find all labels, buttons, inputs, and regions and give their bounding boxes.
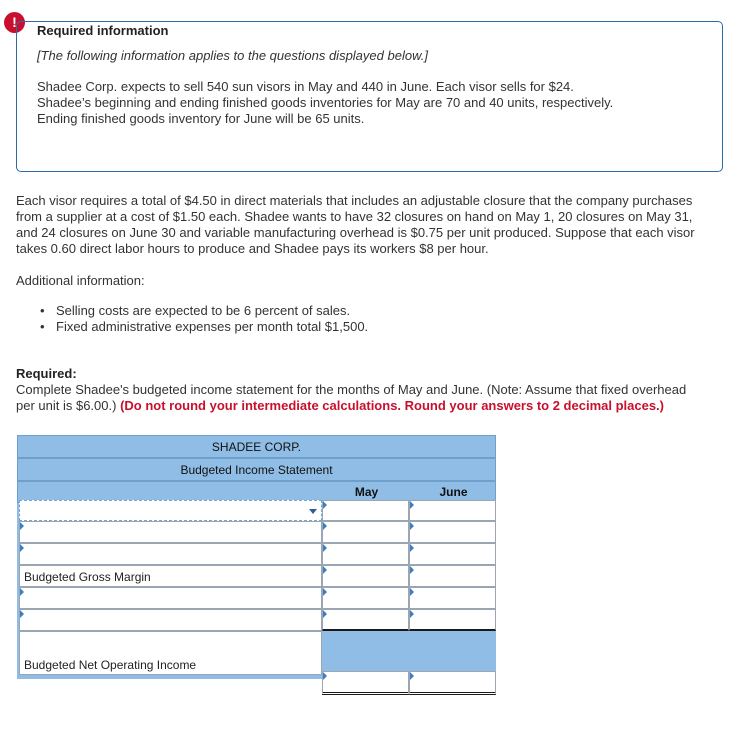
required-label: Required:: [16, 366, 77, 381]
row-2-june-input[interactable]: [409, 521, 496, 543]
required-line-plain: per unit is $6.00.): [16, 398, 121, 413]
row-3-may-input[interactable]: [322, 543, 409, 565]
info-line: Shadee’s beginning and ending finished goods inventories for May are 70 and 40 units, respectively.: [37, 95, 614, 110]
paragraph-line: takes 0.60 direct labor hours to produce and Shadee pays its workers $8 per hour.: [16, 241, 489, 256]
gross-margin-label: [19, 565, 322, 587]
cell-marker-icon: [410, 501, 414, 509]
paragraph-line: Each visor requires a total of $4.50 in direct materials that includes an adjustable closure that the company purchases: [16, 193, 693, 208]
gross-margin-may-input[interactable]: [322, 565, 409, 587]
gross-margin-text: Budgeted Gross Margin: [24, 570, 151, 584]
net-operating-income-june-input[interactable]: [409, 671, 496, 695]
cell-marker-icon: [323, 566, 327, 574]
cell-marker-icon: [323, 610, 327, 618]
cell-marker-icon: [20, 544, 24, 552]
row-6-june-input[interactable]: [409, 609, 496, 631]
column-may: May: [354, 485, 379, 499]
column-june: June: [439, 485, 468, 499]
problem-paragraph: [16, 193, 755, 257]
additional-info-label: Additional information:: [16, 273, 145, 288]
info-title: Required information: [37, 23, 169, 38]
cell-marker-icon: [410, 610, 414, 618]
required-line: Complete Shadee's budgeted income statement for the months of May and June. (Note: Assume that fixed overhead: [16, 382, 687, 397]
net-operating-income-text: Budgeted Net Operating Income: [24, 658, 197, 672]
row-5-june-input[interactable]: [409, 587, 496, 609]
required-line: [16, 398, 755, 414]
cell-marker-icon: [20, 610, 24, 618]
info-line: Ending finished goods inventory for June will be 65 units.: [37, 111, 365, 126]
required-text: [16, 382, 755, 414]
chevron-down-icon: [309, 509, 317, 514]
gross-margin-june-input[interactable]: [409, 565, 496, 587]
cell-marker-icon: [20, 522, 24, 530]
alert-icon: !: [4, 12, 25, 33]
cell-marker-icon: [323, 588, 327, 596]
company-name: SHADEE CORP.: [17, 435, 496, 458]
rounding-instruction: (Do not round your intermediate calculations. Round your answers to 2 decimal places.): [120, 398, 664, 413]
row-5-may-input[interactable]: [322, 587, 409, 609]
paragraph-line: from a supplier at a cost of $1.50 each. Shadee wants to have 32 closures on hand on May 1, 20 closures on May 31,: [16, 209, 693, 224]
cell-marker-icon: [410, 588, 414, 596]
cell-marker-icon: [323, 501, 327, 509]
cell-marker-icon: [410, 672, 414, 680]
cell-marker-icon: [20, 588, 24, 596]
cell-marker-icon: [410, 522, 414, 530]
additional-info-list: [40, 303, 368, 335]
row-1-june-input[interactable]: [409, 500, 496, 521]
net-operating-income-label: [19, 631, 322, 675]
row-1-label-dropdown[interactable]: [19, 500, 322, 521]
row-3-june-input[interactable]: [409, 543, 496, 565]
statement-title: Budgeted Income Statement: [17, 458, 496, 481]
row-6-may-input[interactable]: [322, 609, 409, 631]
info-text: [37, 79, 687, 127]
paragraph-line: and 24 closures on June 30 and variable manufacturing overhead is $0.75 per unit produced. Suppose that each visor: [16, 225, 695, 240]
row-3-label-select[interactable]: [19, 543, 322, 565]
row-5-label-select[interactable]: [19, 587, 322, 609]
cell-marker-icon: [323, 672, 327, 680]
row-6-label-select[interactable]: [19, 609, 322, 631]
row-1-may-input[interactable]: [322, 500, 409, 521]
row-2-may-input[interactable]: [322, 521, 409, 543]
net-operating-income-may-input[interactable]: [322, 671, 409, 695]
cell-marker-icon: [323, 522, 327, 530]
info-note: [The following information applies to the questions displayed below.]: [37, 48, 428, 63]
cell-marker-icon: [323, 544, 327, 552]
info-line: Shadee Corp. expects to sell 540 sun visors in May and 440 in June. Each visor sells for $24.: [37, 79, 574, 94]
row-2-label-select[interactable]: [19, 521, 322, 543]
cell-marker-icon: [410, 566, 414, 574]
cell-marker-icon: [410, 544, 414, 552]
bullet-item: • Fixed administrative expenses per month total $1,500.: [40, 319, 368, 335]
bullet-item: • Selling costs are expected to be 6 percent of sales.: [40, 303, 368, 319]
